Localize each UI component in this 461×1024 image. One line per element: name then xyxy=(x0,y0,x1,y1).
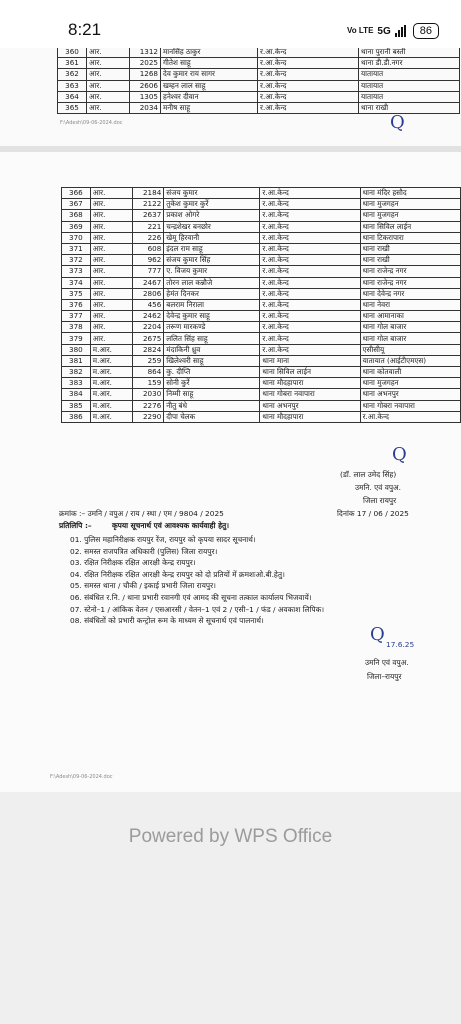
copy-list-item: 05. समस्त थाना / चौकी / इकाई प्रभारी जिला रायपुर। xyxy=(70,581,216,591)
row-number: 2462 xyxy=(133,311,164,322)
signature-date: 17.6.25 xyxy=(386,640,415,649)
row-number: 2637 xyxy=(133,210,164,221)
row-number: 2675 xyxy=(133,333,164,344)
table-row xyxy=(58,91,460,102)
row-number: 2025 xyxy=(130,58,161,69)
row-to: थाना नेवरा xyxy=(360,299,460,310)
row-name: मानसिंह ठाकुर xyxy=(161,48,258,58)
copy-list-item: 01. पुलिस महानिरीक्षक रायपुर रेंज, रायपुर को कृपया सादर सूचनार्थ। xyxy=(70,535,256,544)
row-from: र.आ.केन्द xyxy=(260,232,360,243)
row-from: र.आ.केन्द xyxy=(258,48,359,58)
row-serial: 381 xyxy=(62,355,91,366)
row-from: र.आ.केन्द xyxy=(260,277,360,288)
row-rank: आर. xyxy=(90,333,133,344)
row-serial: 378 xyxy=(62,322,91,333)
row-to: थाना अभनपुर xyxy=(360,389,460,400)
row-name: ए. विजय कुमार xyxy=(164,266,260,277)
row-to: थाना गोल बाजार xyxy=(360,322,460,333)
row-serial: 386 xyxy=(62,411,91,422)
row-from: र.आ.केन्द xyxy=(260,333,360,344)
row-name: दीपा चेलक xyxy=(164,411,260,422)
row-number: 2290 xyxy=(133,411,164,422)
row-rank: आर. xyxy=(90,255,133,266)
row-from: थाना मौदहापारा xyxy=(260,411,360,422)
row-serial: 366 xyxy=(62,188,91,199)
row-serial: 363 xyxy=(58,80,87,91)
row-from: र.आ.केन्द xyxy=(260,255,360,266)
row-serial: 360 xyxy=(58,48,87,58)
row-number: 1268 xyxy=(130,69,161,80)
signature-mark: Q xyxy=(392,444,407,465)
row-number: 2276 xyxy=(133,400,164,411)
row-rank: आर. xyxy=(87,80,130,91)
row-to: थाना सिविल लाईन xyxy=(360,221,460,232)
row-to: थाना राजेन्द्र नगर xyxy=(360,266,460,277)
row-name: देवेन्द्र कुमार साहू xyxy=(164,311,260,322)
table-row xyxy=(62,311,461,322)
row-rank: आर. xyxy=(90,232,133,243)
row-name: हनेश्वर दीवान xyxy=(161,91,258,102)
row-number: 777 xyxy=(133,266,164,277)
row-serial: 361 xyxy=(58,58,87,69)
row-to: थाना राखी xyxy=(359,102,460,113)
row-rank: आर. xyxy=(90,243,133,254)
signer2-office: जिला–रायपुर xyxy=(367,672,402,681)
row-from: थाना माना xyxy=(260,355,360,366)
row-rank: आर. xyxy=(90,199,133,210)
row-serial: 384 xyxy=(62,389,91,400)
row-serial: 385 xyxy=(62,400,91,411)
row-number: 2467 xyxy=(133,277,164,288)
row-rank: म.आर. xyxy=(90,411,133,422)
table-row xyxy=(62,411,461,422)
row-rank: आर. xyxy=(90,188,133,199)
row-rank: म.आर. xyxy=(90,344,133,355)
row-to: थाना राखी xyxy=(360,243,460,254)
document-page-1[interactable] xyxy=(0,48,461,146)
row-serial: 364 xyxy=(58,91,87,102)
row-rank: म.आर. xyxy=(90,367,133,378)
row-name: हेमंत दिनकर xyxy=(164,288,260,299)
row-number: 221 xyxy=(133,221,164,232)
row-from: र.आ.केन्द xyxy=(260,199,360,210)
row-serial: 371 xyxy=(62,243,91,254)
row-number: 2606 xyxy=(130,80,161,91)
row-from: र.आ.केन्द xyxy=(260,243,360,254)
row-rank: आर. xyxy=(87,58,130,69)
row-serial: 368 xyxy=(62,210,91,221)
row-name: खम्हन लाल साहू xyxy=(161,80,258,91)
copy-list-item: 04. रक्षित निरीक्षक रक्षित आरक्षी केन्द्र रायपुर को दो प्रतियों में क्रमशःओ.बी.हेतु। xyxy=(70,569,285,579)
row-to: थाना टिकरापारा xyxy=(360,232,460,243)
row-name: मनीष साहू xyxy=(161,102,258,113)
row-from: र.आ.केन्द xyxy=(258,91,359,102)
row-number: 2184 xyxy=(133,188,164,199)
table-row xyxy=(62,344,461,355)
row-name: सोनी कुर्रे xyxy=(164,378,260,389)
row-rank: आर. xyxy=(90,266,133,277)
table-row xyxy=(62,378,461,389)
signature-mark: Q xyxy=(390,112,405,133)
row-name: प्रकाश ओगरे xyxy=(164,210,260,221)
row-from: र.आ.केन्द xyxy=(258,102,359,113)
row-to: यातायात (आईटीएमएस) xyxy=(360,355,460,366)
row-number: 608 xyxy=(133,243,164,254)
battery-icon: 86 xyxy=(413,23,439,39)
footer-stamp: F:\Adesh\09-06-2024.doc xyxy=(50,774,113,780)
row-serial: 365 xyxy=(58,102,87,113)
row-to: यातायात xyxy=(359,91,460,102)
row-to: थाना पुरानी बस्ती xyxy=(359,48,460,58)
table-row xyxy=(62,243,461,254)
table-row xyxy=(62,266,461,277)
row-serial: 375 xyxy=(62,288,91,299)
status-icons xyxy=(347,22,439,40)
table-row xyxy=(58,69,460,80)
row-from: थाना सिविल लाईन xyxy=(260,367,360,378)
row-to: थाना मुजगहन xyxy=(360,210,460,221)
row-rank: म.आर. xyxy=(90,378,133,389)
table-row xyxy=(62,400,461,411)
row-from: र.आ.केन्द xyxy=(260,322,360,333)
copy-list-item: 08. संबंधितों को प्रभारी कन्ट्रोल रूम के माध्यम से सूचनार्थ एवं पालनार्थ। xyxy=(70,616,264,626)
signature-mark-2: Q xyxy=(370,624,385,645)
row-serial: 377 xyxy=(62,311,91,322)
copy-heading: प्रतिलिपि :– xyxy=(59,521,92,530)
row-to: थाना मुजगहन xyxy=(360,199,460,210)
document-page-2[interactable] xyxy=(0,152,461,792)
row-from: थाना गोबरा नवापारा xyxy=(260,389,360,400)
row-rank: आर. xyxy=(90,221,133,232)
row-serial: 362 xyxy=(58,69,87,80)
table-row xyxy=(62,188,461,199)
table-row xyxy=(62,389,461,400)
table-row xyxy=(62,199,461,210)
row-name: कु. दीप्ति xyxy=(164,367,260,378)
row-to: थाना राखी xyxy=(360,255,460,266)
row-serial: 370 xyxy=(62,232,91,243)
copy-list-item: 03. रक्षित निरीक्षक रक्षित आरक्षी केन्द्र रायपुर। xyxy=(70,558,196,568)
row-from: र.आ.केन्द xyxy=(260,344,360,355)
transfer-table-page-2 xyxy=(61,187,461,423)
row-from: थाना मौदहापारा xyxy=(260,378,360,389)
table-row xyxy=(62,221,461,232)
row-from: र.आ.केन्द xyxy=(258,58,359,69)
row-number: 259 xyxy=(133,355,164,366)
table-row xyxy=(62,333,461,344)
row-name: संजय कुमार xyxy=(164,188,260,199)
row-to: थाना मंदिर हसौद xyxy=(360,188,460,199)
network-type: 5G xyxy=(377,25,391,37)
row-serial: 373 xyxy=(62,266,91,277)
row-name: तोरन लाल कन्नौजे xyxy=(164,277,260,288)
row-rank: आर. xyxy=(90,210,133,221)
row-to: थाना राजेन्द्र नगर xyxy=(360,277,460,288)
transfer-table-page-1 xyxy=(57,48,460,114)
row-rank: आर. xyxy=(87,69,130,80)
row-from: र.आ.केन्द xyxy=(260,188,360,199)
row-number: 962 xyxy=(133,255,164,266)
row-number: 2204 xyxy=(133,322,164,333)
row-rank: म.आर. xyxy=(90,400,133,411)
row-rank: आर. xyxy=(87,102,130,113)
row-to: थाना गोल बाजार xyxy=(360,333,460,344)
row-from: र.आ.केन्द xyxy=(260,288,360,299)
row-name: निम्मी साहू xyxy=(164,389,260,400)
row-from: र.आ.केन्द xyxy=(258,80,359,91)
row-number: 1312 xyxy=(130,48,161,58)
row-to: थाना आमानाका xyxy=(360,311,460,322)
table-row xyxy=(62,210,461,221)
row-name: इंदल राम साहू xyxy=(164,243,260,254)
row-from: र.आ.केन्द xyxy=(260,210,360,221)
row-number: 2806 xyxy=(133,288,164,299)
order-date: दिनांक 17 / 06 / 2025 xyxy=(337,509,409,518)
row-serial: 380 xyxy=(62,344,91,355)
copy-purpose: कृपया सूचनार्थ एवं आवश्यक कार्यवाही हेतु। xyxy=(112,521,230,530)
status-time: 8:21 xyxy=(68,20,102,39)
row-serial: 372 xyxy=(62,255,91,266)
row-serial: 379 xyxy=(62,333,91,344)
row-number: 2122 xyxy=(133,199,164,210)
row-serial: 376 xyxy=(62,299,91,310)
row-name: नीतु बंधे xyxy=(164,400,260,411)
table-row xyxy=(62,255,461,266)
row-name: तरूण मारकण्डे xyxy=(164,322,260,333)
row-number: 2824 xyxy=(133,344,164,355)
row-to: थाना डी.डी.नगर xyxy=(359,58,460,69)
row-from: र.आ.केन्द xyxy=(260,299,360,310)
signer2-title: उमनि एवं वपुअ. xyxy=(365,658,409,667)
row-from: र.आ.केन्द xyxy=(260,266,360,277)
row-to: यातायात xyxy=(359,69,460,80)
copy-list-item: 06. संबंधित र.नि. / थाना प्रभारी रवानगी एवं आमद की सूचना तत्काल कार्यालय भिजवायें। xyxy=(70,593,312,602)
row-rank: आर. xyxy=(87,48,130,58)
row-rank: आर. xyxy=(90,288,133,299)
row-to: थाना देवेन्द्र नगर xyxy=(360,288,460,299)
row-rank: म.आर. xyxy=(90,355,133,366)
row-to: थाना कोतवाली xyxy=(360,367,460,378)
row-rank: आर. xyxy=(87,91,130,102)
row-to: थाना गोबरा नवापारा xyxy=(360,400,460,411)
row-name: तुकेश कुमार कुर्रे xyxy=(164,199,260,210)
row-from: र.आ.केन्द xyxy=(260,311,360,322)
table-row xyxy=(62,232,461,243)
table-row xyxy=(58,80,460,91)
table-row xyxy=(62,367,461,378)
row-from: र.आ.केन्द xyxy=(260,221,360,232)
volte-icon: Vo LTE xyxy=(347,26,374,35)
row-name: संजय कुमार सिंह xyxy=(164,255,260,266)
row-serial: 374 xyxy=(62,277,91,288)
row-name: ललित सिंह साहू xyxy=(164,333,260,344)
row-number: 864 xyxy=(133,367,164,378)
row-name: देव कुमार राय सागर xyxy=(161,69,258,80)
table-row xyxy=(62,355,461,366)
signer-office: जिला रायपुर xyxy=(363,496,397,505)
row-number: 2030 xyxy=(133,389,164,400)
table-row xyxy=(62,277,461,288)
row-to: यातायात xyxy=(359,80,460,91)
row-to: थाना मुजगहन xyxy=(360,378,460,389)
row-rank: आर. xyxy=(90,311,133,322)
table-row xyxy=(62,299,461,310)
row-rank: आर. xyxy=(90,299,133,310)
row-from: र.आ.केन्द xyxy=(258,69,359,80)
table-row xyxy=(58,58,460,69)
row-from: थाना अभनपुर xyxy=(260,400,360,411)
row-number: 159 xyxy=(133,378,164,389)
signer-name: (डॉ. लाल उमेद सिंह) xyxy=(340,470,397,479)
row-serial: 367 xyxy=(62,199,91,210)
row-rank: आर. xyxy=(90,322,133,333)
table-row xyxy=(62,322,461,333)
row-number: 1305 xyxy=(130,91,161,102)
wps-watermark: Powered by WPS Office xyxy=(128,826,333,847)
row-number: 226 xyxy=(133,232,164,243)
row-name: चन्द्रशेखर बनछोर xyxy=(164,221,260,232)
row-to: र.आ.केन्द xyxy=(360,411,460,422)
order-number: क्रमांक :– उमनि / वपुअ / राय / स्था / एम / 9804 / 2025 xyxy=(59,509,224,518)
row-serial: 383 xyxy=(62,378,91,389)
row-name: मंदाकिनी ध्रुव xyxy=(164,344,260,355)
row-number: 456 xyxy=(133,299,164,310)
copy-list-item: 02. समस्त राजपत्रित अधिकारी (पुलिस) जिला रायपुर। xyxy=(70,546,218,556)
copy-list-item: 07. स्टेनो–1 / आंकिक वेतन / एसआरसी / वेतन–1 एवं 2 / एसी–1 / फंड / अवकाश लिपिक। xyxy=(70,604,325,614)
row-name: बलराम निराला xyxy=(164,299,260,310)
table-row xyxy=(62,288,461,299)
signer-title: उमनि. एवं वपुअ. xyxy=(355,483,402,492)
row-number: 2034 xyxy=(130,102,161,113)
row-serial: 382 xyxy=(62,367,91,378)
row-name: गीतेश साहू xyxy=(161,58,258,69)
row-rank: म.आर. xyxy=(90,389,133,400)
row-to: एसीसीयू xyxy=(360,344,460,355)
row-name: खिलेश्वरी साहू xyxy=(164,355,260,366)
row-name: खेमू हिरवानी xyxy=(164,232,260,243)
row-rank: आर. xyxy=(90,277,133,288)
signal-icon xyxy=(395,25,406,37)
table-row xyxy=(58,48,460,58)
status-bar xyxy=(0,0,461,50)
footer-stamp: F:\Adesh\09-06-2024.doc xyxy=(60,120,123,126)
row-serial: 369 xyxy=(62,221,91,232)
